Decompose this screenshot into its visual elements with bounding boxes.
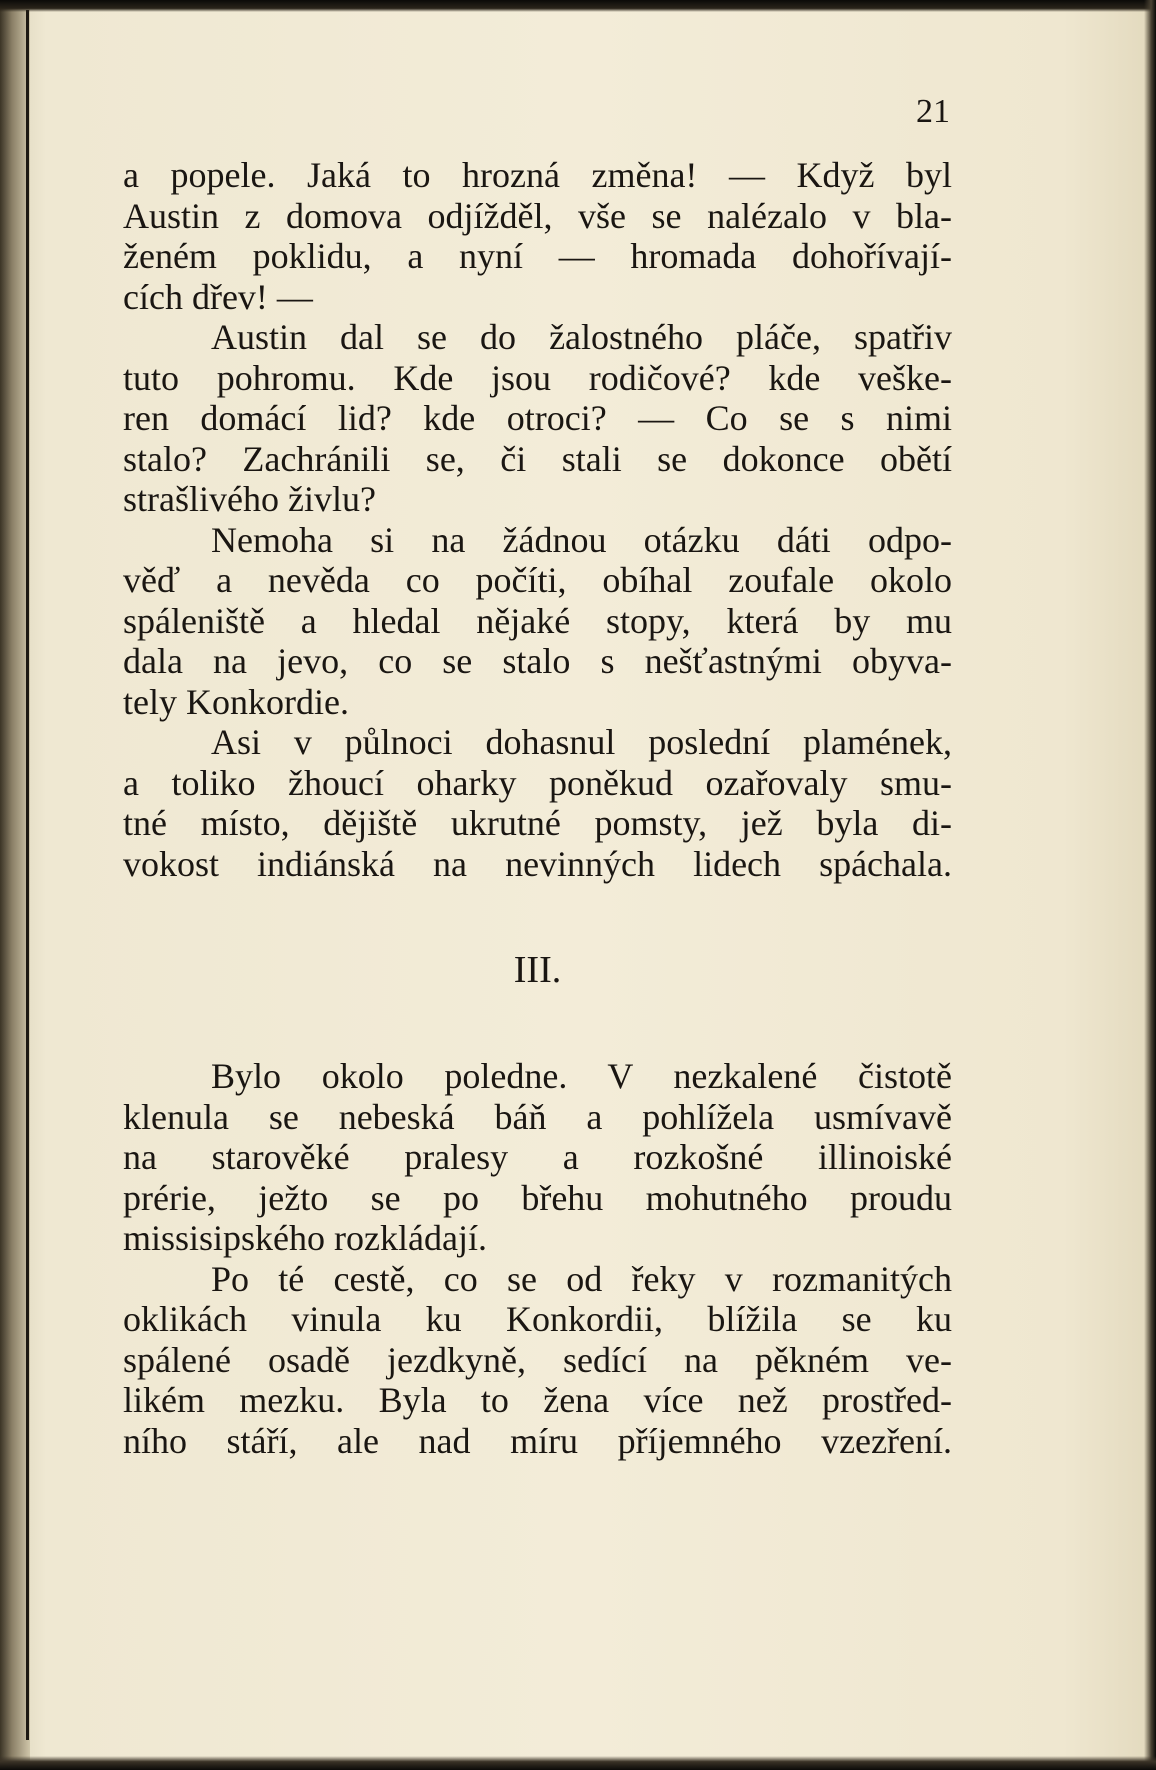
text-line: na starověké pralesy a rozkošné illinoiské [123,1137,952,1177]
scan-bottom-border [0,1756,1156,1770]
text-line: ren domácí lid? kde otroci? — Co se s nimi [123,398,952,438]
text-line: dala na jevo, co se stalo s nešťastnými obyva- [123,641,952,681]
text-line: vokost indiánská na nevinných lidech spáchala. [123,843,952,884]
text-line: missisipského rozkládají. [123,1218,487,1258]
page-number: 21 [916,93,950,130]
section-spacer [123,884,952,948]
text-line: Po té cestě, co se od řeky v rozmanitých [211,1258,952,1299]
scan-right-border [1144,0,1156,1770]
text-line: spálené osadě jezdkyně, sedící na pěkném ve- [123,1339,952,1380]
text-line: prérie, ježto se po břehu mohutného proudu [123,1177,952,1218]
text-line: Bylo okolo poledne. V nezkalené čistotě [211,1056,952,1096]
text-line: Austin dal se do žalostného pláče, spatřiv [211,317,952,357]
text-line: ženém poklidu, a nyní — hromada dohořívají- [123,236,952,276]
text-line: oklikách vinula ku Konkordii, blížila se ku [123,1299,952,1339]
section-spacer [123,992,952,1056]
text-line: Asi v půlnoci dohasnul poslední plamének, [211,722,952,762]
text-line: ního stáří, ale nad míru příjemného vzezření. [123,1420,952,1461]
text-line: stalo? Zachránili se, či stali se dokonce obětí [123,438,952,479]
text-line: a popele. Jaká to hrozná změna! — Když byl [123,155,952,195]
binding-edge-line [26,10,29,1740]
scan-top-border [0,0,1156,12]
text-line: spáleniště a hledal nějaké stopy, která by mu [123,600,952,641]
body-text [123,155,952,1461]
text-line: věď a nevěda co počíti, obíhal zoufale okolo [123,560,952,600]
text-line: tné místo, dějiště ukrutné pomsty, jež byla di- [123,803,952,843]
text-line: strašlivého živlu? [123,479,376,519]
text-line: cích dřev! — [123,276,313,317]
text-line: Nemoha si na žádnou otázku dáti odpo- [211,519,952,560]
text-line: tely Konkordie. [123,681,349,722]
text-line: tuto pohromu. Kde jsou rodičové? kde veške- [123,357,952,398]
text-line: a toliko žhoucí oharky poněkud ozařovaly smu- [123,762,952,803]
text-line: likém mezku. Byla to žena více než prostřed- [123,1380,952,1420]
text-line: Austin z domova odjížděl, vše se nalézalo v bla- [123,195,952,236]
chapter-heading: III. [513,949,562,991]
text-line: klenula se nebeská báň a pohlížela usmívavě [123,1096,952,1137]
